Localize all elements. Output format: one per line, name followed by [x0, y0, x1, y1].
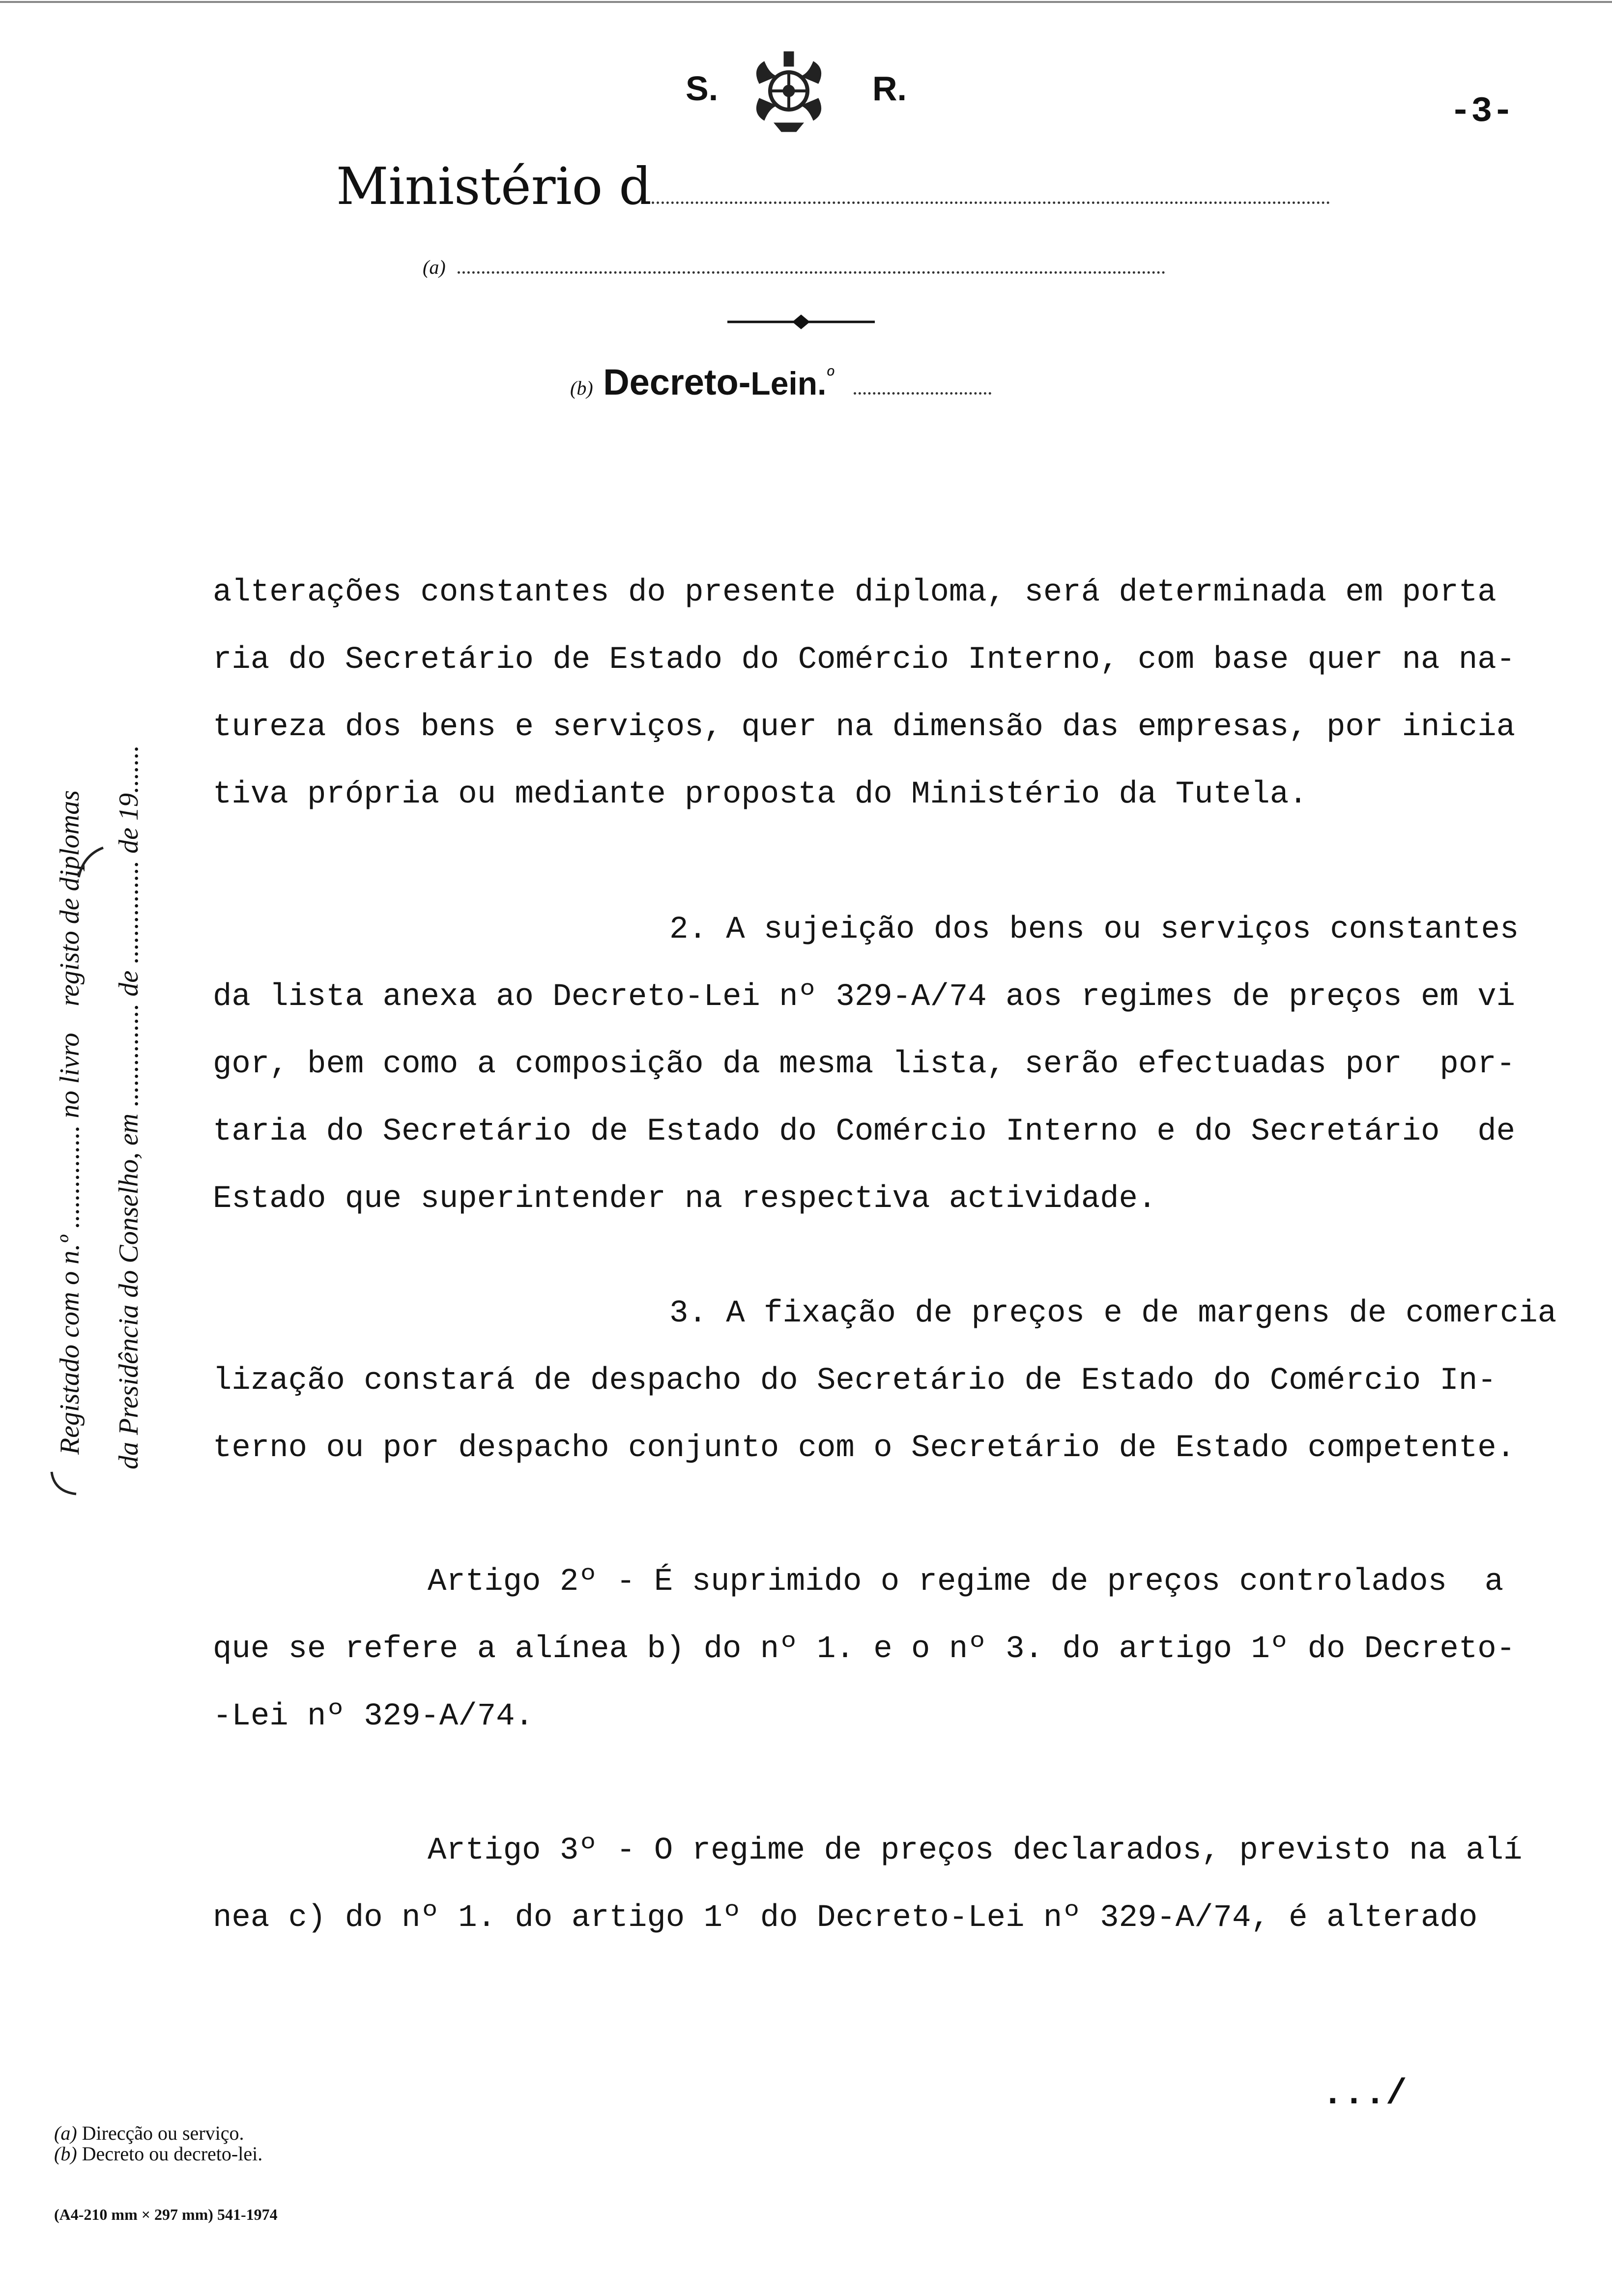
footnote-label: (a) [54, 2122, 77, 2144]
body-line: ria do Secretário de Estado do Comércio Interno, com base quer na na- [213, 642, 1516, 678]
body-line: Artigo 3º - O regime de preços declarados, previsto na alí [428, 1833, 1523, 1868]
footnote-b [54, 2144, 262, 2164]
body-line: lização constará de despacho do Secretário de Estado do Comércio In- [213, 1363, 1497, 1399]
body-line: Artigo 2º - É suprimido o regime de preços controlados a [428, 1564, 1504, 1600]
margin-register-text: Registado com o n.º ............... no livro [55, 1033, 85, 1455]
header-letter-s: S. [686, 69, 719, 108]
field-a-label: (a) [423, 256, 446, 278]
body-line: Estado que superintender na respectiva actividade. [213, 1181, 1157, 1217]
continuation-marker: .../ [1322, 2074, 1407, 2114]
field-b-label: (b) [570, 377, 593, 399]
body-line: terno ou por despacho conjunto com o Secretário de Estado competente. [213, 1431, 1516, 1466]
ministry-label: Ministério d [336, 156, 652, 216]
body-line: gor, bem como a composição da mesma lista, serão efectuadas por por- [213, 1047, 1516, 1082]
body-line: nea c) do nº 1. do artigo 1º do Decreto-Lei nº 329-A/74, é alterado [213, 1900, 1478, 1936]
page-number: -3- [1450, 91, 1514, 132]
margin-presidency-note: da Presidência do Conselho, em ............... de ............... de 19....... [114, 745, 144, 1469]
footnote-a [54, 2123, 262, 2144]
body-line: 2. A sujeição dos bens ou serviços constantes [669, 912, 1519, 947]
body-line: tureza dos bens e serviços, quer na dimensão das empresas, por inicia [213, 710, 1516, 745]
body-line: da lista anexa ao Decreto-Lei nº 329-A/74 aos regimes de preços em vi [213, 979, 1516, 1015]
body-line: que se refere a alínea b) do nº 1. e o nº 3. do artigo 1º do Decreto- [213, 1632, 1516, 1667]
footnotes [54, 2123, 262, 2164]
header-letter-r: R. [872, 69, 907, 108]
body-line: alterações constantes do presente diploma, será determinada em porta [213, 575, 1497, 610]
footnote-label: (b) [54, 2143, 77, 2165]
form-code: (A4-210 mm × 297 mm) 541-1974 [54, 2206, 278, 2223]
body-line: 3. A fixação de preços e de margens de comercia [669, 1296, 1557, 1331]
decree-handwritten: Lein. [750, 365, 827, 402]
body-line: tiva própria ou mediante proposta do Ministério da Tutela. [213, 777, 1308, 812]
decree-suffix: º [826, 365, 834, 387]
decree-label: Decreto- [603, 362, 751, 402]
body-line: taria do Secretário de Estado do Comércio Interno e do Secretário de [213, 1114, 1516, 1149]
footnote-text: Decreto ou decreto-lei. [82, 2143, 263, 2165]
margin-register-text-2: registo de diplomas [55, 790, 85, 1006]
footnote-text: Direcção ou serviço. [82, 2122, 244, 2144]
body-line: -Lei nº 329-A/74. [213, 1699, 534, 1734]
